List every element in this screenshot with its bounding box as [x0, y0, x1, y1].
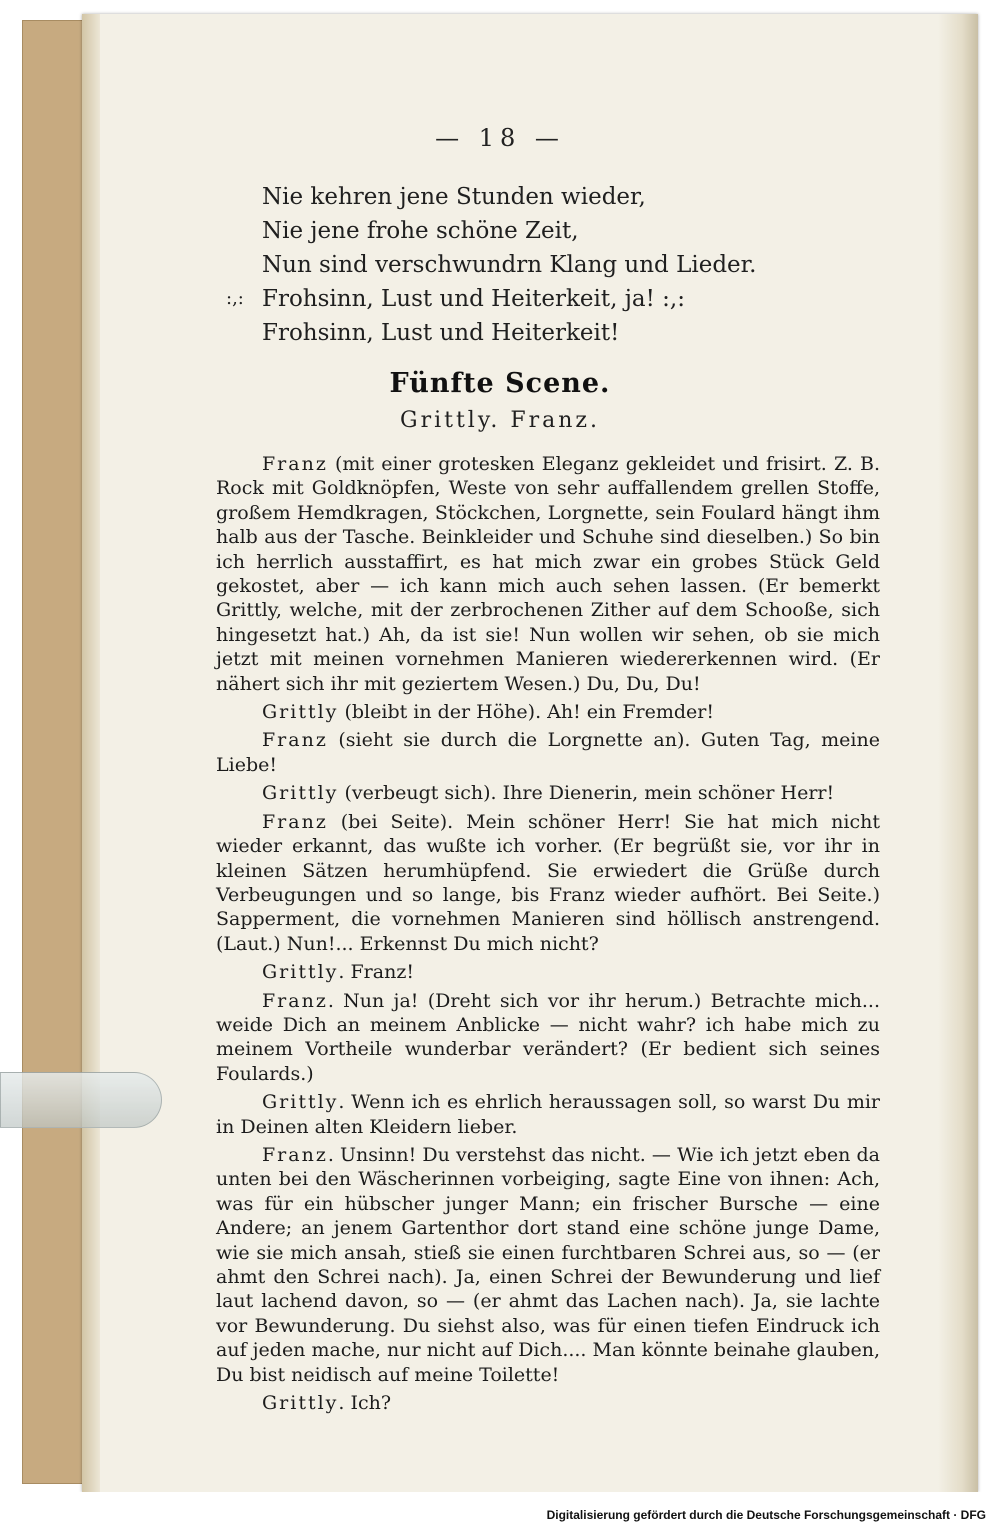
verse-line [230, 214, 790, 248]
page-binding-shadow [938, 14, 978, 1492]
verse-text: Nun sind verschwundrn Klang und Lieder. [262, 252, 757, 278]
dialogue-paragraph [216, 781, 880, 805]
dialogue-paragraph [216, 1143, 880, 1387]
verse-text: Nie jene frohe schöne Zeit, [262, 218, 579, 244]
speaker-name: Grittly [262, 782, 339, 805]
verse-text: Nie kehren jene Stunden wieder, [262, 184, 646, 210]
dialogue-paragraph [216, 960, 880, 984]
verse-text: Frohsinn, Lust und Heiterkeit! [262, 320, 620, 346]
speaker-name: Franz [262, 810, 328, 833]
scene-title: Fünfte Scene. [389, 368, 611, 399]
verse-line [230, 248, 790, 282]
speaker-name: Franz [262, 989, 328, 1012]
speaker-name: Grittly [262, 1392, 339, 1415]
dialogue-text: . Nun ja! (Dreht sich vor ihr herum.) Betrachte mich... weide Dich an meinem Anblicke — nicht wahr? ich habe mich zu meinem Vortheile wunderbar verändert? (Er bedient sich seines Foulards.) [216, 989, 880, 1085]
dialogue-paragraph [216, 989, 880, 1087]
refrain-mark: :,: [226, 288, 244, 309]
footer-bar [0, 1492, 1000, 1532]
verse-line [226, 282, 790, 316]
song-verse [226, 180, 790, 350]
dialogue-body [216, 452, 880, 1419]
speaker-name: Grittly [262, 961, 339, 984]
dialogue-text: (bleibt in der Höhe). Ah! ein Fremder! [344, 701, 715, 724]
dialogue-paragraph [216, 452, 880, 696]
digitization-credit: Digitalisierung gefördert durch die Deutsche Forschungsgemeinschaft · DFG [546, 1508, 986, 1522]
verse-text: Frohsinn, Lust und Heiterkeit, ja! :,: [262, 286, 685, 312]
dialogue-text: (bei Seite). Mein schöner Herr! Sie hat mich nicht wieder erkannt, das wußte ich vorher. (Er begrüßt sie, vor ihr in kleinen Sätzen herumhüpfend. Sie erwiedert die Grüße durch Verbeugungen und so lange, bis Franz wieder aufhört. Bei Seite.) Sapperment, die vornehmen Manieren sind höllisch anstrengend. (Laut.) Nun!... Erkennst Du mich nicht? [216, 810, 880, 955]
page-edge [82, 14, 100, 1492]
page-number: — 18 — [435, 124, 565, 152]
verse-line [230, 316, 790, 350]
dialogue-text: . Franz! [338, 961, 414, 984]
speaker-name: Grittly [262, 1091, 339, 1114]
dialogue-text: (verbeugt sich). Ihre Dienerin, mein schöner Herr! [344, 782, 835, 805]
dialogue-paragraph [216, 700, 880, 724]
speaker-name: Franz [262, 453, 328, 475]
dialogue-paragraph [216, 728, 880, 777]
speaker-name: Franz [262, 1143, 328, 1166]
dialogue-text: (sieht sie durch die Lorgnette an). Guten Tag, meine Liebe! [216, 729, 880, 776]
verse-line [230, 180, 790, 214]
dialogue-text: (mit einer grotesken Eleganz gekleidet und frisirt. Z. B. Rock mit Goldknöpfen, Weste von sehr auffallendem grellen Stoffe, großem Hemdkragen, Stöckchen, Lorgnette, sein Foulard hängt ihm halb aus der Tasche. Beinkleider und Schuhe sind dieselben.) So bin ich herrlich ausstaffirt, es hat mich zwar ein grobes Stück Geld gekostet, aber — ich kann mich auch sehen lassen. (Er bemerkt Grittly, welche, mit der zerbrochenen Zither auf dem Schooße, sich hingesetzt hat.) Ah, da ist sie! Nun wollen wir sehen, ob sie mich jetzt mit meinen vornehmen Manieren wiedererkennen wird. (Er nähert sich ihr mit geziertem Wesen.) Du, Du, Du! [216, 453, 880, 695]
dialogue-paragraph [216, 1090, 880, 1139]
dialogue-paragraph [216, 810, 880, 956]
speaker-name: Grittly [262, 701, 339, 724]
dialogue-text: . Ich? [338, 1392, 392, 1415]
dialogue-text: . Wenn ich es ehrlich heraussagen soll, so warst Du mir in Deinen alten Kleidern lieber. [216, 1091, 880, 1138]
speaker-name: Franz [262, 729, 328, 752]
dialogue-text: . Unsinn! Du verstehst das nicht. — Wie ich jetzt eben da unten bei den Wäscherinnen vorbeiging, sagte Eine von ihnen: Ach, was für ein hübscher junger Mann; ein frischer Bursche — eine Andere; an jenem Gartenthor dort stand eine schöne junge Dame, wie sie mich ansah, stieß sie einen furchtbaren Schrei aus, so — (er ahmt den Schrei nach). Ja, einen Schrei der Bewunderung und lief laut lachend davon, so — (er ahmt das Lachen nach). Ja, sie lachte vor Bewunderung. Du siehst also, was für einen tiefen Eindruck ich auf jeden mache, nur nicht auf Dich.... Man könnte beinahe glauben, Du bist neidisch auf meine Toilette! [216, 1143, 880, 1386]
dialogue-paragraph [216, 1391, 880, 1415]
scene-characters: Grittly. Franz. [400, 408, 600, 433]
page-weight-clip [0, 1072, 162, 1128]
